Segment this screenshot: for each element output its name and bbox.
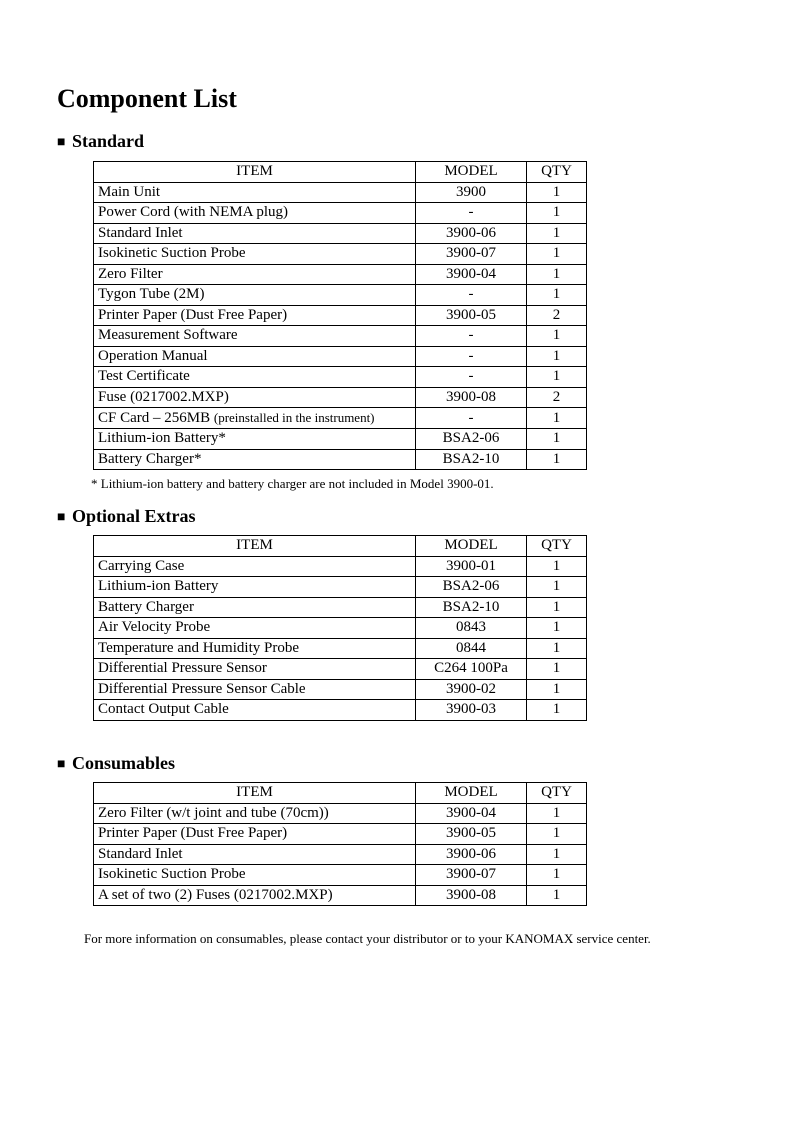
item-name: Temperature and Humidity Probe [98, 639, 299, 656]
item-name: CF Card – 256MB [98, 410, 211, 426]
item-name: Measurement Software [98, 327, 238, 344]
consumables-table [93, 782, 587, 906]
model-cell: 0843 [416, 618, 527, 639]
item-name: Zero Filter [98, 265, 163, 282]
table-header-row [94, 536, 587, 557]
table-row [94, 865, 587, 886]
model-cell: 3900-04 [416, 264, 527, 285]
qty-cell: 1 [527, 244, 587, 265]
qty-cell: 1 [527, 285, 587, 306]
table-row [94, 264, 587, 285]
item-name: Operation Manual [98, 347, 208, 364]
header-qty: QTY [527, 536, 587, 557]
item-cell [94, 597, 416, 618]
model-cell: 0844 [416, 638, 527, 659]
standard-table-body [94, 182, 587, 470]
item-cell [94, 346, 416, 367]
bullet-square-icon: ■ [57, 757, 66, 772]
page-title: Component List [57, 84, 237, 113]
optional-extras-table-body [94, 556, 587, 720]
table-row [94, 597, 587, 618]
table-row [94, 326, 587, 347]
table-row [94, 638, 587, 659]
item-cell [94, 203, 416, 224]
section-heading-label: Standard [72, 131, 145, 151]
table-row [94, 223, 587, 244]
qty-cell: 1 [527, 638, 587, 659]
model-cell: 3900-08 [416, 885, 527, 906]
qty-cell: 1 [527, 824, 587, 845]
header-item: ITEM [94, 536, 416, 557]
qty-cell: 1 [527, 618, 587, 639]
model-cell: 3900-06 [416, 223, 527, 244]
item-name: Carrying Case [98, 557, 185, 574]
item-cell [94, 429, 416, 450]
model-cell: - [416, 326, 527, 347]
table-row [94, 659, 587, 680]
table-row [94, 844, 587, 865]
model-cell: - [416, 285, 527, 306]
item-cell [94, 577, 416, 598]
qty-cell: 1 [527, 346, 587, 367]
table-row [94, 429, 587, 450]
item-cell [94, 824, 416, 845]
table-row [94, 885, 587, 906]
model-cell: 3900 [416, 182, 527, 203]
qty-cell: 1 [527, 223, 587, 244]
table-row [94, 285, 587, 306]
item-name: Standard Inlet [98, 845, 183, 862]
table-row [94, 700, 587, 721]
qty-cell: 1 [527, 182, 587, 203]
qty-cell: 1 [527, 367, 587, 388]
qty-cell: 1 [527, 844, 587, 865]
item-cell [94, 700, 416, 721]
qty-cell: 2 [527, 387, 587, 408]
item-name: Power Cord (with NEMA plug) [98, 204, 288, 221]
table-row [94, 182, 587, 203]
item-name: Standard Inlet [98, 224, 183, 241]
model-cell: - [416, 408, 527, 429]
header-qty: QTY [527, 783, 587, 804]
item-cell [94, 844, 416, 865]
table-row [94, 367, 587, 388]
table-row [94, 449, 587, 470]
model-cell: 3900-02 [416, 679, 527, 700]
header-item: ITEM [94, 783, 416, 804]
model-cell: 3900-01 [416, 556, 527, 577]
optional-extras-table [93, 535, 587, 721]
qty-cell: 1 [527, 597, 587, 618]
bullet-square-icon: ■ [57, 135, 66, 150]
qty-cell: 1 [527, 659, 587, 680]
item-cell [94, 803, 416, 824]
table-row [94, 577, 587, 598]
table-header-row [94, 162, 587, 183]
model-cell: 3900-08 [416, 387, 527, 408]
model-cell: 3900-07 [416, 244, 527, 265]
item-cell [94, 659, 416, 680]
table-row [94, 803, 587, 824]
section-heading-optional-extras [57, 505, 196, 529]
item-cell [94, 408, 416, 429]
item-cell [94, 638, 416, 659]
header-qty: QTY [527, 162, 587, 183]
table-row [94, 679, 587, 700]
section-heading-label: Optional Extras [72, 506, 196, 526]
item-cell [94, 244, 416, 265]
qty-cell: 1 [527, 803, 587, 824]
table-row [94, 408, 587, 429]
item-name: Zero Filter (w/t joint and tube (70cm)) [98, 804, 329, 821]
qty-cell: 1 [527, 203, 587, 224]
table-row [94, 556, 587, 577]
item-cell [94, 556, 416, 577]
model-cell: - [416, 203, 527, 224]
header-model: MODEL [416, 162, 527, 183]
item-name: Lithium-ion Battery* [98, 430, 226, 447]
consumables-table-body [94, 803, 587, 906]
qty-cell: 1 [527, 429, 587, 450]
item-name: Main Unit [98, 183, 161, 200]
header-item: ITEM [94, 162, 416, 183]
qty-cell: 1 [527, 700, 587, 721]
item-name: Lithium-ion Battery [98, 578, 219, 595]
item-name: Tygon Tube (2M) [98, 286, 205, 303]
item-name: Differential Pressure Sensor Cable [98, 680, 306, 697]
item-cell [94, 223, 416, 244]
header-model: MODEL [416, 783, 527, 804]
table-row [94, 305, 587, 326]
item-name: Battery Charger [98, 598, 194, 615]
item-name: Isokinetic Suction Probe [98, 245, 246, 262]
model-cell: BSA2-06 [416, 577, 527, 598]
qty-cell: 1 [527, 679, 587, 700]
model-cell: 3900-04 [416, 803, 527, 824]
section-heading-standard [57, 130, 144, 154]
table-row [94, 824, 587, 845]
qty-cell: 1 [527, 264, 587, 285]
qty-cell: 1 [527, 556, 587, 577]
table-row [94, 618, 587, 639]
item-name: Isokinetic Suction Probe [98, 866, 246, 883]
model-cell: - [416, 346, 527, 367]
model-cell: 3900-05 [416, 824, 527, 845]
qty-cell: 1 [527, 449, 587, 470]
model-cell: BSA2-10 [416, 449, 527, 470]
item-cell [94, 387, 416, 408]
item-cell [94, 305, 416, 326]
model-cell: BSA2-06 [416, 429, 527, 450]
qty-cell: 1 [527, 408, 587, 429]
section-heading-consumables [57, 752, 175, 776]
model-cell: C264 100Pa [416, 659, 527, 680]
standard-table [93, 161, 587, 470]
qty-cell: 2 [527, 305, 587, 326]
item-cell [94, 885, 416, 906]
qty-cell: 1 [527, 577, 587, 598]
qty-cell: 1 [527, 885, 587, 906]
item-cell [94, 449, 416, 470]
item-cell [94, 367, 416, 388]
table-row [94, 203, 587, 224]
item-cell [94, 865, 416, 886]
item-cell [94, 326, 416, 347]
item-cell [94, 285, 416, 306]
item-name: Differential Pressure Sensor [98, 660, 267, 677]
item-name: Air Velocity Probe [98, 619, 211, 636]
item-name: Test Certificate [98, 368, 190, 385]
table-row [94, 387, 587, 408]
item-name: Contact Output Cable [98, 701, 229, 718]
standard-footnote: * Lithium-ion battery and battery charger are not included in Model 3900-01. [91, 476, 494, 491]
item-cell [94, 679, 416, 700]
qty-cell: 1 [527, 326, 587, 347]
model-cell: 3900-03 [416, 700, 527, 721]
model-cell: 3900-07 [416, 865, 527, 886]
model-cell: BSA2-10 [416, 597, 527, 618]
header-model: MODEL [416, 536, 527, 557]
model-cell: 3900-05 [416, 305, 527, 326]
table-row [94, 244, 587, 265]
item-cell [94, 264, 416, 285]
footer-note: For more information on consumables, please contact your distributor or to your KANOMAX service center. [84, 931, 651, 946]
item-cell [94, 182, 416, 203]
table-row [94, 346, 587, 367]
item-name: Fuse (0217002.MXP) [98, 388, 229, 405]
model-cell: - [416, 367, 527, 388]
item-cell [94, 618, 416, 639]
table-header-row [94, 783, 587, 804]
item-note: (preinstalled in the instrument) [213, 410, 375, 425]
item-name: Battery Charger* [98, 450, 202, 467]
item-name: Printer Paper (Dust Free Paper) [98, 306, 288, 323]
item-name: Printer Paper (Dust Free Paper) [98, 825, 288, 842]
model-cell: 3900-06 [416, 844, 527, 865]
section-heading-label: Consumables [72, 753, 176, 773]
item-name: A set of two (2) Fuses (0217002.MXP) [98, 886, 333, 903]
bullet-square-icon: ■ [57, 510, 66, 525]
qty-cell: 1 [527, 865, 587, 886]
